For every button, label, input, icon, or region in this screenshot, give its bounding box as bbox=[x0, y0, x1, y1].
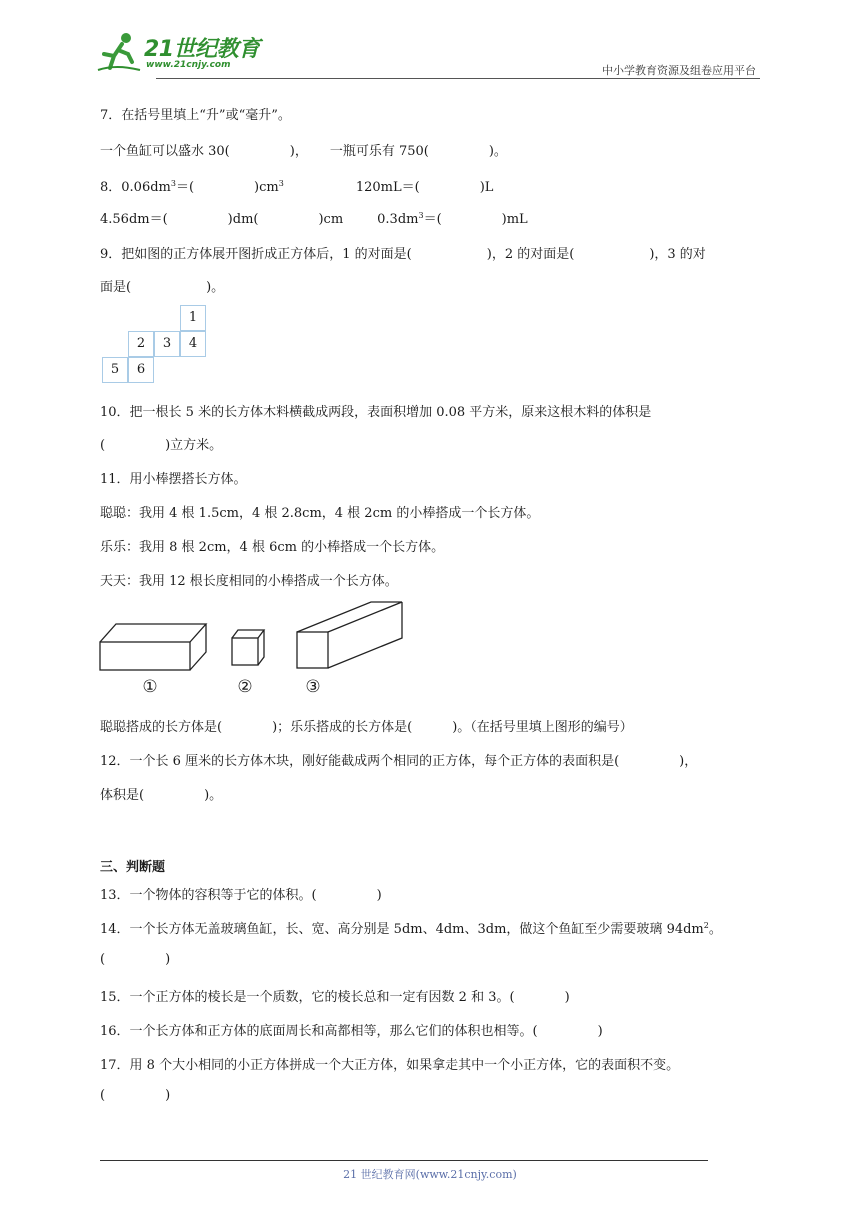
net-cell: 4 bbox=[180, 331, 206, 357]
cuboid-3-front bbox=[297, 632, 328, 668]
question-7-line bbox=[100, 140, 507, 159]
question-11-tiantian: 天天：我用 12 根长度相同的小棒搭成一个长方体。 bbox=[100, 574, 398, 589]
q16-a: 16．一个长方体和正方体的底面周长和高都相等，那么它们的体积也相等。( bbox=[100, 1024, 538, 1039]
q8-c-pre: 4.56dm＝( bbox=[100, 212, 168, 227]
q9-d: 面是( bbox=[100, 280, 132, 295]
header-divider bbox=[156, 78, 760, 79]
q11-a: 聪聪搭成的长方体是( bbox=[100, 720, 223, 735]
question-9-line-1 bbox=[100, 243, 706, 262]
q9-b: )，2 的对面是( bbox=[486, 247, 575, 262]
superscript: 3 bbox=[278, 179, 284, 188]
cuboid-3-top bbox=[297, 602, 402, 632]
q12-a: 12．一个长 6 厘米的长方体木块，刚好能截成两个相同的正方体，每个正方体的表面积是( bbox=[100, 754, 620, 769]
question-13 bbox=[100, 884, 382, 903]
net-cell: 2 bbox=[128, 331, 154, 357]
q12-c: 体积是( bbox=[100, 788, 145, 803]
q8-a-pre: 8．0.06dm bbox=[100, 180, 171, 195]
figure-label: ③ bbox=[305, 677, 321, 697]
q8-a-mid: ＝( bbox=[175, 180, 195, 195]
q11-b: )；乐乐搭成的长方体是( bbox=[272, 720, 413, 735]
q9-e: )。 bbox=[206, 280, 225, 295]
logo-text: 21世纪教育 bbox=[144, 37, 260, 62]
question-9-line-2 bbox=[100, 276, 224, 295]
net-cell: 1 bbox=[180, 305, 206, 331]
question-17-line-1: 17．用 8 个大小相同的小正方体拼成一个大正方体，如果拿走其中一个小正方体，它的表面积不变。 bbox=[100, 1058, 680, 1073]
q12-d: )。 bbox=[204, 788, 223, 803]
platform-name: 中小学教育资源及组卷应用平台 bbox=[602, 64, 756, 77]
superscript: 3 bbox=[418, 211, 424, 220]
q9-c: )，3 的对 bbox=[649, 247, 706, 262]
q7-b-post: )。 bbox=[488, 144, 507, 159]
figure-label: ② bbox=[237, 677, 253, 697]
q10-b: )立方米。 bbox=[165, 438, 223, 453]
question-10-line-1: 10．把一根长 5 米的长方体木料横截成两段，表面积增加 0.08 平方米，原来这根木料的体积是 bbox=[100, 405, 652, 420]
question-14-line-1 bbox=[100, 918, 722, 937]
question-17-line-2 bbox=[100, 1088, 170, 1103]
q13-a: 13．一个物体的容积等于它的体积。( bbox=[100, 888, 317, 903]
net-cell: 6 bbox=[128, 357, 154, 383]
q8-d-pre: 0.3dm bbox=[377, 212, 419, 227]
q7-a-post: )， bbox=[289, 144, 308, 159]
page-header bbox=[96, 30, 760, 80]
question-11-congcong: 聪聪：我用 4 根 1.5cm，4 根 2.8cm，4 根 2cm 的小棒搭成一个长方体。 bbox=[100, 506, 540, 521]
q8-a-post: )cm bbox=[254, 180, 279, 195]
cuboid-2-top bbox=[232, 630, 264, 638]
question-10-line-2 bbox=[100, 434, 222, 453]
q7-b-pre: 一瓶可乐有 750( bbox=[329, 144, 429, 159]
q15-b: ) bbox=[564, 990, 570, 1005]
site-logo bbox=[96, 30, 266, 78]
q17-b: ) bbox=[165, 1088, 171, 1103]
question-11-lele: 乐乐：我用 8 根 2cm，4 根 6cm 的小棒搭成一个长方体。 bbox=[100, 540, 445, 555]
q16-b: ) bbox=[597, 1024, 603, 1039]
question-11-stem: 11．用小棒摆搭长方体。 bbox=[100, 472, 247, 487]
q8-b-pre: 120mL＝( bbox=[355, 180, 420, 195]
q13-b: ) bbox=[376, 888, 382, 903]
question-14-line-2 bbox=[100, 952, 170, 967]
section-heading: 三、判断题 bbox=[100, 860, 166, 875]
question-8-line-1 bbox=[100, 176, 493, 195]
q14-c: ) bbox=[165, 952, 171, 967]
question-15 bbox=[100, 986, 570, 1005]
question-11-answer bbox=[100, 716, 633, 735]
superscript: 3 bbox=[170, 179, 176, 188]
footer-divider bbox=[100, 1160, 708, 1161]
superscript: 2 bbox=[703, 921, 709, 930]
q9-a: 9．把如图的正方体展开图折成正方体后，1 的对面是( bbox=[100, 247, 412, 262]
q8-d-mid: ＝( bbox=[423, 212, 442, 227]
net-cell: 3 bbox=[154, 331, 180, 357]
question-8-line-2 bbox=[100, 208, 528, 227]
q14-a: 14．一个长方体无盖玻璃鱼缸，长、宽、高分别是 5dm、4dm、3dm，做这个鱼缸至少需要玻璃 94dm bbox=[100, 922, 704, 937]
q17-a: ( bbox=[100, 1088, 106, 1103]
q8-d-post: )mL bbox=[501, 212, 528, 227]
cuboid-2-side bbox=[258, 630, 264, 665]
cuboids-svg bbox=[96, 596, 416, 700]
cuboid-3-side bbox=[328, 602, 402, 668]
q8-c-mid: )dm( bbox=[227, 212, 259, 227]
question-16 bbox=[100, 1020, 603, 1039]
page-footer: 21 世纪教育网(www.21cnjy.com) bbox=[343, 1168, 517, 1181]
q7-a-pre: 一个鱼缸可以盛水 30( bbox=[100, 144, 230, 159]
cuboid-1-front bbox=[100, 642, 190, 670]
q11-c: )。（在括号里填上图形的编号） bbox=[452, 720, 633, 735]
q10-a: ( bbox=[100, 438, 106, 453]
q8-b-post: )L bbox=[479, 180, 494, 195]
q14-b: ( bbox=[100, 952, 106, 967]
q14-tail: 。 bbox=[708, 922, 722, 937]
question-12-line-2 bbox=[100, 784, 222, 803]
q12-b: )， bbox=[679, 754, 698, 769]
cuboid-2-front bbox=[232, 638, 258, 665]
q15-a: 15．一个正方体的棱长是一个质数，它的棱长总和一定有因数 2 和 3。( bbox=[100, 990, 515, 1005]
cuboid-1-top bbox=[100, 624, 206, 642]
question-7-stem: 7．在括号里填上“升”或“毫升”。 bbox=[100, 108, 291, 123]
q8-c-post: )cm bbox=[318, 212, 344, 227]
runner-logo-icon bbox=[96, 30, 142, 74]
figure-label: ① bbox=[142, 677, 158, 697]
question-12-line-1 bbox=[100, 750, 697, 769]
logo-url: www.21cnjy.com bbox=[146, 60, 231, 70]
cube-net-diagram bbox=[100, 305, 210, 385]
cuboid-figures bbox=[96, 596, 416, 700]
cuboid-1-side bbox=[190, 624, 206, 670]
net-cell: 5 bbox=[102, 357, 128, 383]
